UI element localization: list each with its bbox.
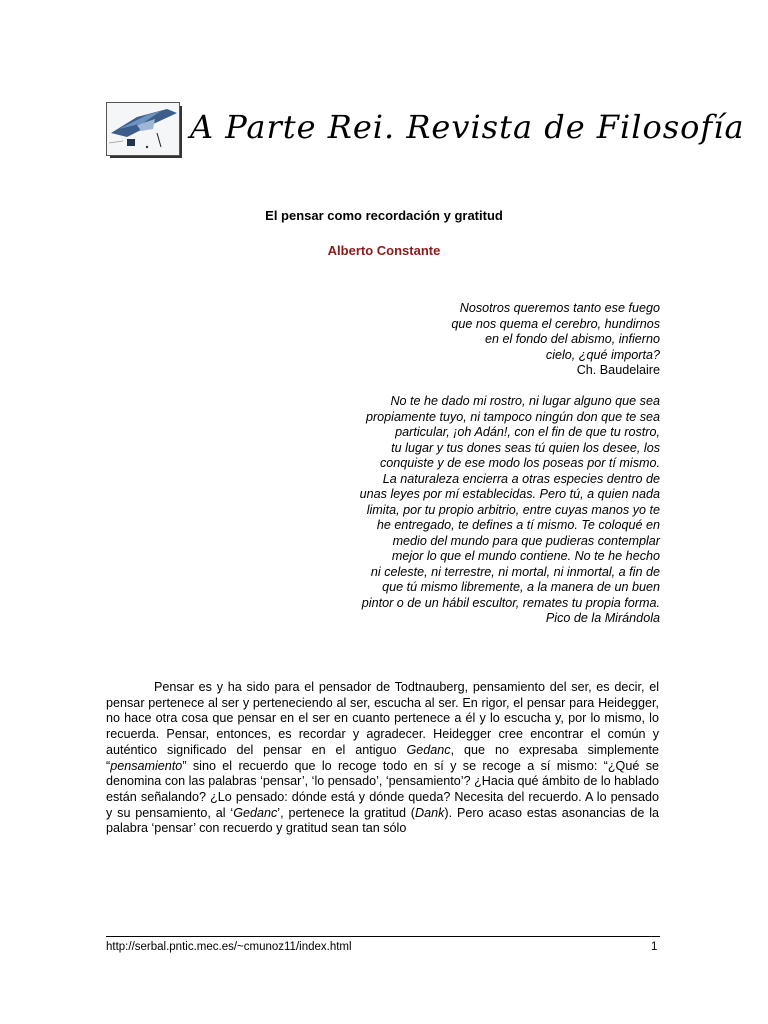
- epigraph-line: tu lugar y tus dones seas tú quien los desee, los: [391, 440, 660, 455]
- footer-url: http://serbal.pntic.mec.es/~cmunoz11/index.html: [106, 941, 352, 953]
- epigraph-pico: [360, 394, 660, 627]
- epigraph-line: medio del mundo para que pudieras contemplar: [392, 533, 660, 548]
- epigraph-line: mejor lo que el mundo contiene. No te he hecho: [391, 549, 660, 563]
- epigraph-line: ni celeste, ni terrestre, ni mortal, ni inmortal, a fin de: [370, 564, 660, 579]
- body-paragraph: [106, 680, 659, 837]
- logo-artwork: [107, 103, 179, 155]
- epigraph-line: he entregado, te defines a tí mismo. Te coloqué en: [376, 518, 660, 532]
- epigraph-line: que nos quema el cerebro, hundirnos: [451, 316, 660, 331]
- epigraph-line: pintor o de un hábil escultor, remates tu propia forma.: [361, 595, 660, 610]
- body-text-segment: ’, pertenece la gratitud (: [277, 805, 415, 820]
- epigraph-line: La naturaleza encierra a otras especies dentro de: [382, 471, 660, 486]
- epigraph-line: propiamente tuyo, ni tampoco ningún don que te sea: [365, 409, 660, 424]
- abstract-painting-logo-icon: [106, 102, 180, 156]
- epigraph-line: particular, ¡oh Adán!, con el fin de que tu rostro,: [395, 425, 660, 439]
- article-title: El pensar como recordación y gratitud: [265, 208, 503, 223]
- masthead-header: [106, 102, 745, 158]
- epigraph-line: que tú mismo libremente, a la manera de un buen: [382, 580, 660, 594]
- body-text-segment: , que no expresaba simplemente “: [106, 742, 659, 773]
- epigraph-line: cielo, ¿qué importa?: [545, 347, 660, 362]
- epigraph-attribution: Pico de la Mirándola: [545, 611, 660, 625]
- footer-divider: [106, 936, 660, 937]
- body-text-segment: ” sino el recuerdo que lo recoge todo en sí y se recoge a sí mismo: “¿Qué se denomina con las palabras ‘pensar’, ‘lo pensado’, ‘pensamiento’? ¿Hacia qué ámbito de lo hablado están señalando? ¿Lo pensado: dónde está y dónde queda? Necesita del recuerdo. A lo pensado y su pensamiento, al ‘: [106, 758, 659, 820]
- article-body: [106, 680, 659, 837]
- epigraph-line: unas leyes por mí establecidas. Pero tú, a quien nada: [359, 487, 660, 501]
- body-emphasis: Dank: [415, 805, 445, 820]
- epigraph-line: limita, por tu propio arbitrio, entre cuyas manos yo te: [366, 502, 660, 517]
- article-author: Alberto Constante: [327, 243, 441, 258]
- epigraph-line: conquiste y de ese modo los poseas por tí mismo.: [379, 456, 660, 470]
- journal-masthead-title: A Parte Rei. Revista de Filosofía: [190, 108, 745, 146]
- body-emphasis: Gedanc: [233, 805, 278, 820]
- body-emphasis: Gedanc: [406, 742, 451, 757]
- page-number: 1: [651, 941, 658, 953]
- epigraph-baudelaire: [451, 301, 660, 379]
- epigraph-line: Nosotros queremos tanto ese fuego: [459, 301, 660, 315]
- body-emphasis: pensamiento: [110, 758, 183, 773]
- epigraph-attribution: Ch. Baudelaire: [576, 363, 660, 377]
- body-text-segment: ). Pero acaso estas asonancias de la palabra ‘pensar’ con recuerdo y gratitud sean tan sólo: [106, 805, 659, 836]
- epigraph-line: en el fondo del abismo, infierno: [484, 332, 660, 346]
- body-text-segment: Pensar es y ha sido para el pensador de Todtnauberg, pensamiento del ser, es decir, el pensar pertenece al ser y perteneciendo al ser, escucha al ser. En rigor, el pensar para Heidegger, no hace otra cosa que pensar en el ser en cuanto pertenece a él y lo escucha y, por lo mismo, lo recuerda. Pensar, entonces, es recordar y agradecer. Heidegger cree encontrar el común y auténtico significado del pensar en el antiguo: [106, 680, 659, 757]
- epigraph-line: No te he dado mi rostro, ni lugar alguno que sea: [390, 394, 660, 408]
